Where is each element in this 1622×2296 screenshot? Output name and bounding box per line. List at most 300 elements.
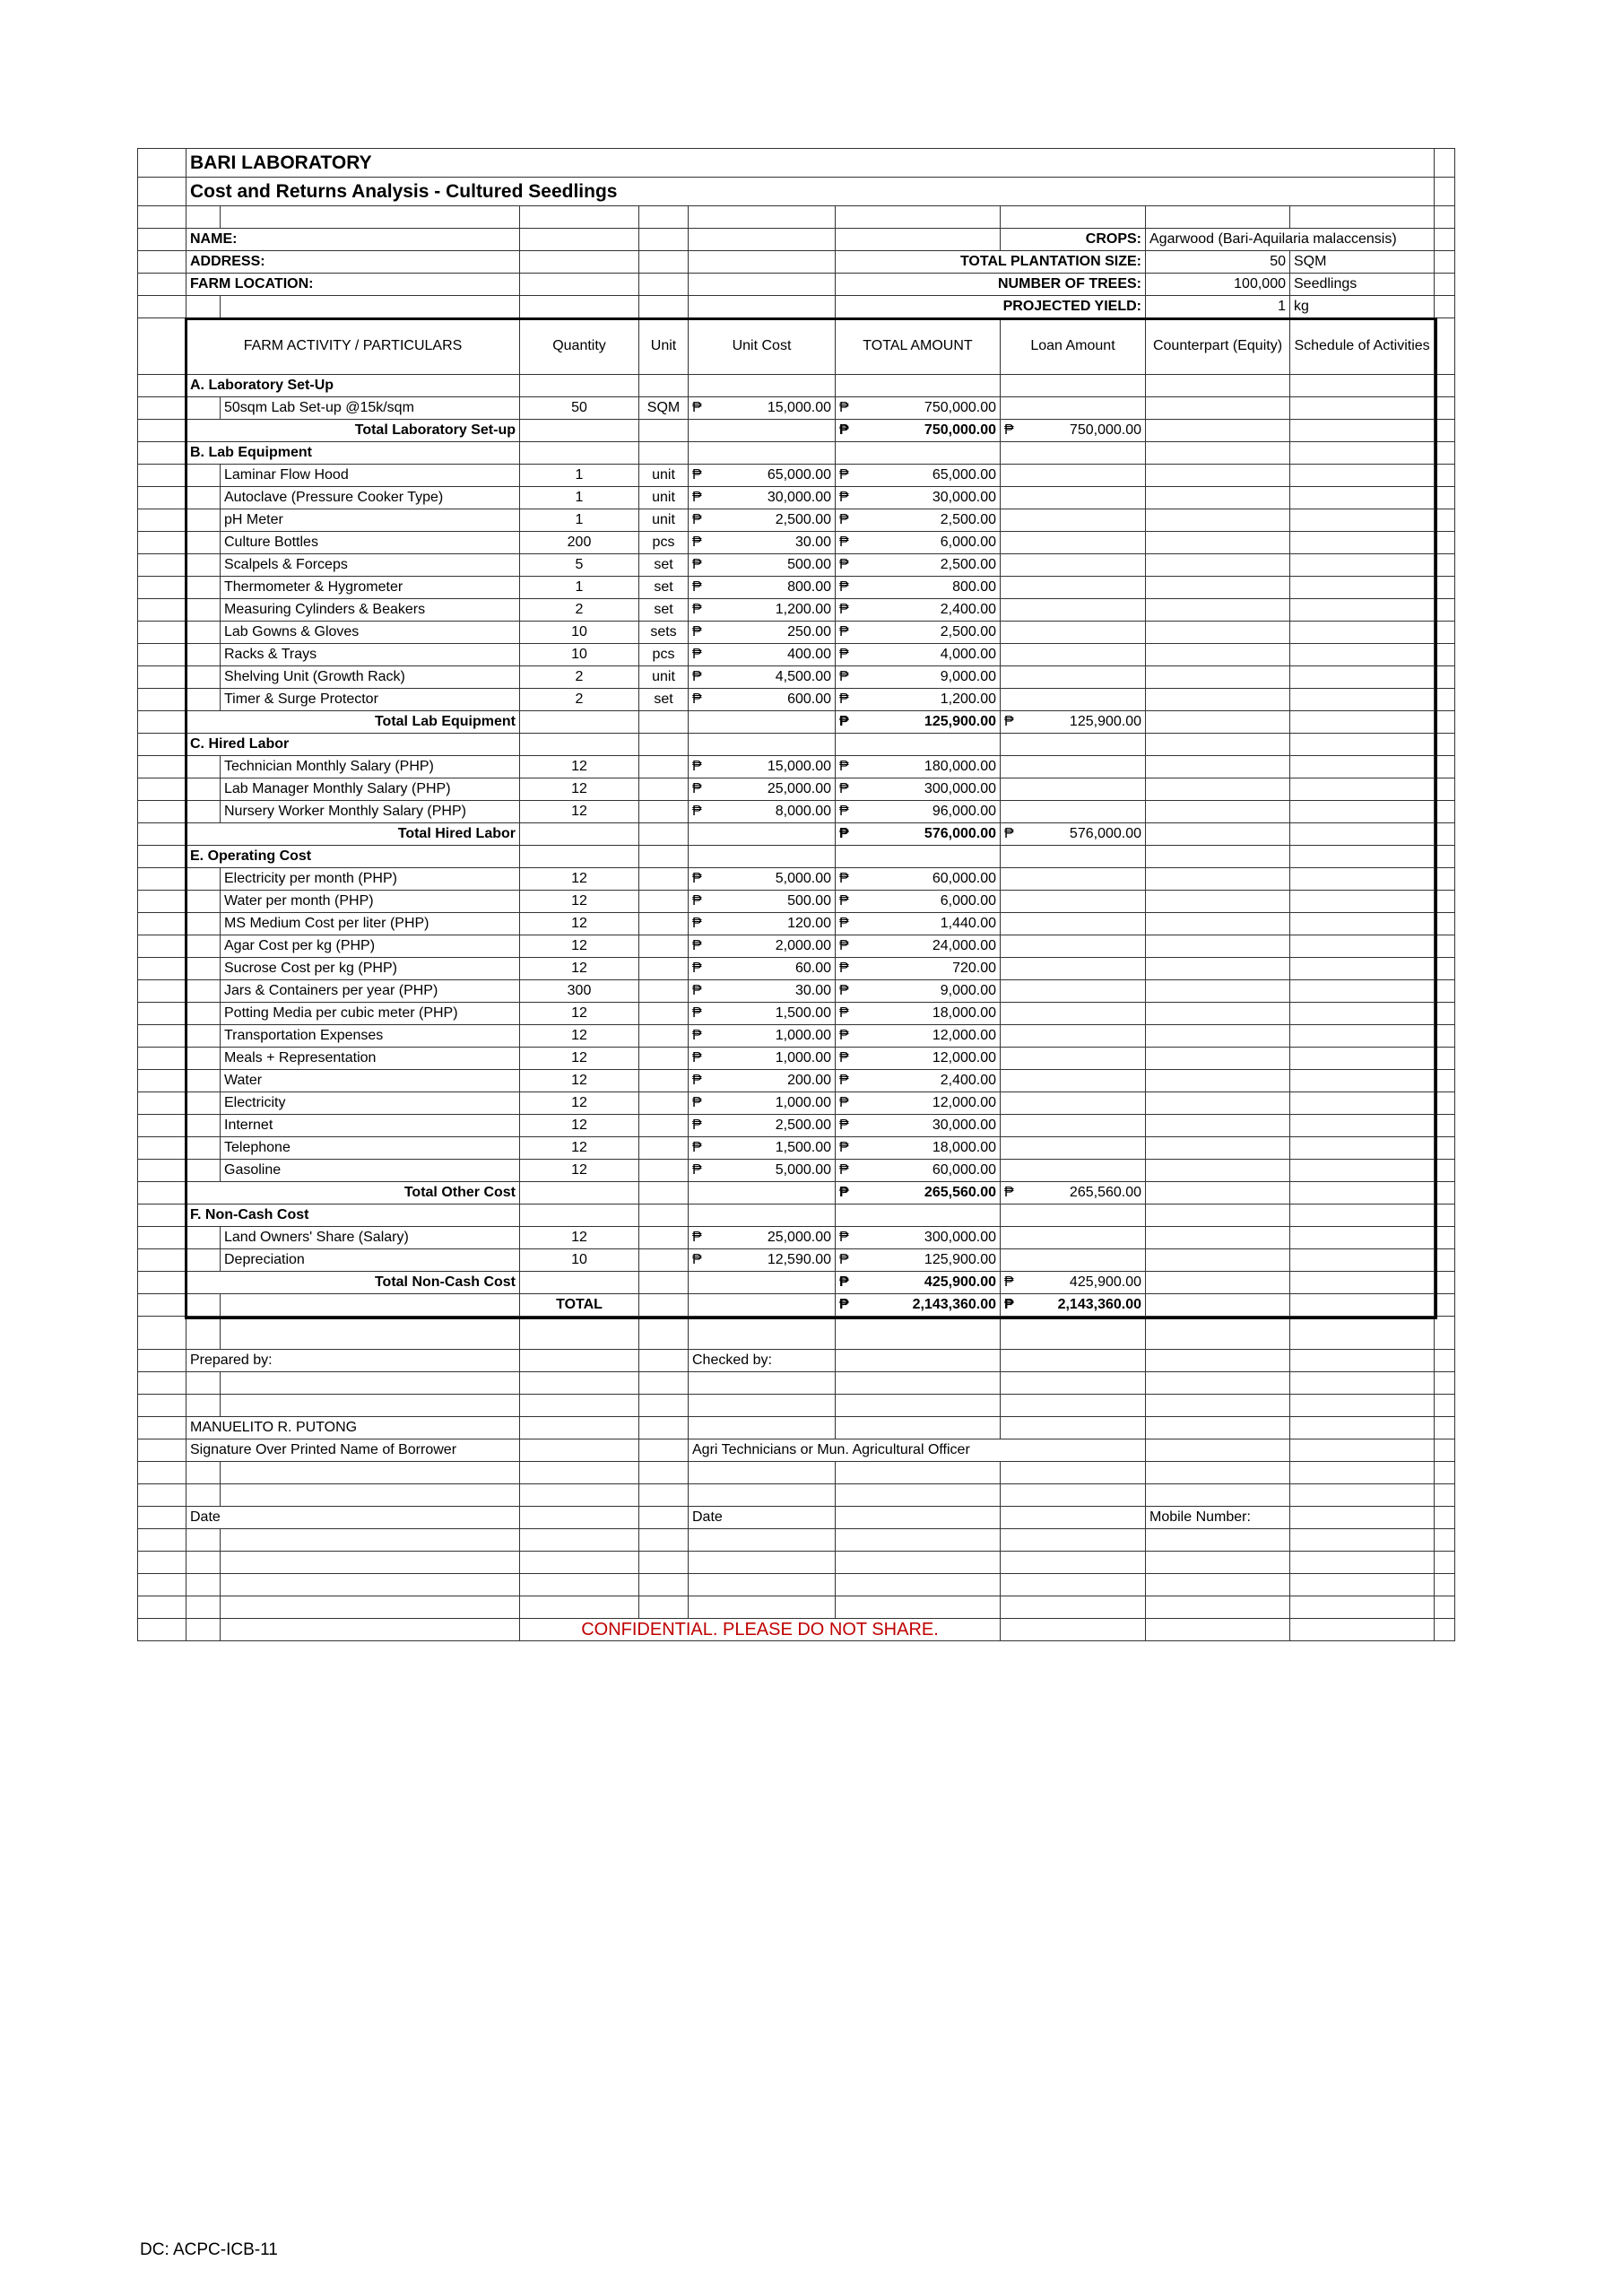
cell — [1290, 958, 1435, 980]
cell — [1146, 756, 1290, 778]
cell — [1435, 801, 1455, 823]
item-total-value: 1,440.00 — [940, 916, 996, 931]
cell — [639, 1182, 689, 1205]
cell — [520, 251, 639, 274]
cell — [689, 1552, 836, 1574]
cell — [1435, 711, 1455, 734]
peso-sign: ₱ — [692, 1162, 702, 1178]
cell — [138, 1417, 186, 1439]
item-unit-cost-value: 1,500.00 — [775, 1005, 831, 1021]
cell — [520, 1529, 639, 1552]
item-quantity: 12 — [520, 1160, 639, 1182]
cell — [1001, 644, 1146, 666]
cell — [186, 509, 221, 532]
cell — [1290, 1529, 1435, 1552]
item-unit-cost-value: 600.00 — [787, 691, 831, 707]
item-label: Sucrose Cost per kg (PHP) — [221, 958, 520, 980]
item-total-value: 30,000.00 — [932, 490, 996, 505]
item-unit — [639, 1003, 689, 1025]
cell — [186, 778, 221, 801]
item-total-value: 60,000.00 — [932, 1162, 996, 1178]
cell — [1290, 756, 1435, 778]
cell — [1146, 397, 1290, 420]
subtotal-loan — [1001, 1182, 1146, 1205]
item-unit-cost-value: 30,000.00 — [767, 490, 831, 505]
sheet-row — [138, 778, 1455, 801]
cell — [689, 375, 836, 397]
sheet-row — [138, 1395, 1455, 1417]
peso-sign: ₱ — [839, 467, 849, 483]
cell — [221, 1395, 520, 1417]
cell — [1290, 622, 1435, 644]
item-total — [836, 689, 1001, 711]
cell — [1290, 823, 1435, 846]
item-unit — [639, 1249, 689, 1272]
cell — [186, 1025, 221, 1048]
item-label: Timer & Surge Protector — [221, 689, 520, 711]
peso-sign: ₱ — [839, 1073, 849, 1088]
cell — [689, 823, 836, 846]
cell — [1146, 465, 1290, 487]
cell — [689, 206, 836, 229]
cell — [1290, 1439, 1435, 1462]
cell — [1290, 397, 1435, 420]
item-unit — [639, 1115, 689, 1137]
cell — [1435, 1350, 1455, 1372]
cell — [639, 206, 689, 229]
cell — [186, 1317, 221, 1350]
cell — [689, 296, 836, 318]
item-label: Agar Cost per kg (PHP) — [221, 935, 520, 958]
plantation-size-value: 50 — [1146, 251, 1290, 274]
subtotal-amount — [836, 1182, 1001, 1205]
cell — [1435, 206, 1455, 229]
cell — [639, 1205, 689, 1227]
cell — [138, 1574, 186, 1596]
item-unit-cost-value: 120.00 — [787, 916, 831, 931]
cell — [1146, 1025, 1290, 1048]
subtotal-amount-value: 125,900.00 — [924, 714, 996, 729]
cell — [689, 1205, 836, 1227]
item-unit-cost-value: 500.00 — [787, 557, 831, 572]
item-label: Transportation Expenses — [221, 1025, 520, 1048]
peso-sign: ₱ — [692, 512, 702, 527]
cell — [1435, 644, 1455, 666]
cell — [1001, 801, 1146, 823]
item-total-value: 2,400.00 — [940, 602, 996, 617]
cell — [689, 251, 836, 274]
cell — [1290, 1003, 1435, 1025]
cell — [1001, 1048, 1146, 1070]
subtotal-amount-value: 576,000.00 — [924, 826, 996, 841]
item-unit-cost-value: 2,500.00 — [775, 512, 831, 527]
cell — [138, 420, 186, 442]
item-quantity: 12 — [520, 1025, 639, 1048]
item-total-value: 750,000.00 — [924, 400, 996, 415]
item-quantity: 12 — [520, 1137, 639, 1160]
item-total — [836, 1249, 1001, 1272]
cell — [1435, 1115, 1455, 1137]
peso-sign: ₱ — [692, 400, 702, 415]
peso-sign: ₱ — [839, 804, 849, 819]
item-label: Potting Media per cubic meter (PHP) — [221, 1003, 520, 1025]
peso-sign: ₱ — [692, 983, 702, 998]
cell — [689, 229, 836, 251]
cell — [1290, 1205, 1435, 1227]
cell — [221, 1462, 520, 1484]
peso-sign: ₱ — [692, 961, 702, 976]
cell — [689, 1417, 836, 1439]
peso-sign: ₱ — [692, 602, 702, 617]
cell — [1435, 1249, 1455, 1272]
item-unit-cost — [689, 554, 836, 577]
cell — [221, 1574, 520, 1596]
sheet-row — [138, 935, 1455, 958]
cell — [138, 1115, 186, 1137]
item-unit-cost — [689, 599, 836, 622]
yield-unit: kg — [1290, 296, 1435, 318]
cell — [1290, 1596, 1435, 1619]
item-quantity: 12 — [520, 935, 639, 958]
cell — [1435, 622, 1455, 644]
item-total — [836, 487, 1001, 509]
peso-sign: ₱ — [1004, 1297, 1014, 1312]
cell — [221, 1484, 520, 1507]
cell — [1290, 1417, 1435, 1439]
cell — [1290, 689, 1435, 711]
cell — [836, 442, 1001, 465]
item-unit — [639, 1048, 689, 1070]
cell — [186, 622, 221, 644]
cell — [138, 778, 186, 801]
cell — [1001, 1317, 1146, 1350]
item-unit — [639, 935, 689, 958]
item-label: pH Meter — [221, 509, 520, 532]
item-unit-cost-value: 500.00 — [787, 893, 831, 909]
cell — [186, 1160, 221, 1182]
cell — [520, 1317, 639, 1350]
item-unit-cost — [689, 1092, 836, 1115]
cell — [186, 980, 221, 1003]
cell — [1001, 891, 1146, 913]
peso-sign: ₱ — [839, 1005, 849, 1021]
cell — [138, 599, 186, 622]
item-total-value: 9,000.00 — [940, 983, 996, 998]
item-total — [836, 509, 1001, 532]
cell — [1290, 1070, 1435, 1092]
cell — [1001, 1070, 1146, 1092]
item-unit-cost-value: 2,500.00 — [775, 1118, 831, 1133]
cell — [186, 935, 221, 958]
cell — [1290, 420, 1435, 442]
cell — [836, 1484, 1001, 1507]
cell — [1435, 1137, 1455, 1160]
cell — [689, 1372, 836, 1395]
item-quantity: 2 — [520, 689, 639, 711]
cell — [1146, 666, 1290, 689]
item-unit-cost — [689, 1137, 836, 1160]
cell — [1290, 1160, 1435, 1182]
cell — [138, 1092, 186, 1115]
cell — [138, 1070, 186, 1092]
cell — [138, 958, 186, 980]
cell — [1290, 644, 1435, 666]
item-total — [836, 1160, 1001, 1182]
item-quantity: 200 — [520, 532, 639, 554]
cell — [1001, 868, 1146, 891]
cell — [1001, 577, 1146, 599]
cell — [1435, 666, 1455, 689]
cell — [836, 1596, 1001, 1619]
cell — [639, 1372, 689, 1395]
cell — [138, 1439, 186, 1462]
cell — [1146, 823, 1290, 846]
cell — [689, 442, 836, 465]
item-quantity: 12 — [520, 868, 639, 891]
sheet-row — [138, 1372, 1455, 1395]
peso-sign: ₱ — [839, 579, 849, 595]
cell — [520, 1350, 639, 1372]
cell — [138, 274, 186, 296]
cell — [138, 980, 186, 1003]
trees-value: 100,000 — [1146, 274, 1290, 296]
cell — [639, 229, 689, 251]
cell — [689, 1182, 836, 1205]
sheet-row — [138, 397, 1455, 420]
cell — [186, 1115, 221, 1137]
cell — [1435, 487, 1455, 509]
item-label: Culture Bottles — [221, 532, 520, 554]
item-total-value: 720.00 — [952, 961, 996, 976]
item-total — [836, 622, 1001, 644]
cell — [1146, 891, 1290, 913]
sheet-row — [138, 442, 1455, 465]
item-total-value: 180,000.00 — [924, 759, 996, 774]
peso-sign: ₱ — [692, 624, 702, 639]
item-total-value: 800.00 — [952, 579, 996, 595]
cell — [520, 823, 639, 846]
cell — [1290, 1552, 1435, 1574]
cell — [1435, 1160, 1455, 1182]
item-total-value: 18,000.00 — [932, 1140, 996, 1155]
cell — [689, 846, 836, 868]
peso-sign: ₱ — [839, 1118, 849, 1133]
item-unit — [639, 1137, 689, 1160]
peso-sign: ₱ — [839, 624, 849, 639]
item-total — [836, 913, 1001, 935]
item-total — [836, 801, 1001, 823]
item-quantity: 12 — [520, 1003, 639, 1025]
subtotal-amount-value: 750,000.00 — [924, 422, 996, 438]
sheet-row — [138, 622, 1455, 644]
cell — [689, 1272, 836, 1294]
sheet-row — [138, 1048, 1455, 1070]
item-quantity: 12 — [520, 1227, 639, 1249]
sheet-row — [138, 1619, 1455, 1641]
cell — [1290, 442, 1435, 465]
cell — [1435, 577, 1455, 599]
cell — [1146, 778, 1290, 801]
cell — [1146, 1317, 1290, 1350]
subtotal-amount-value: 425,900.00 — [924, 1274, 996, 1290]
cell — [1435, 229, 1455, 251]
item-unit-cost-value: 400.00 — [787, 647, 831, 662]
peso-sign: ₱ — [692, 1005, 702, 1021]
item-total — [836, 756, 1001, 778]
peso-sign: ₱ — [692, 1118, 702, 1133]
cell — [1001, 846, 1146, 868]
peso-sign: ₱ — [839, 669, 849, 684]
cell — [1146, 689, 1290, 711]
cell — [689, 1574, 836, 1596]
cell — [1435, 1552, 1455, 1574]
cell — [138, 509, 186, 532]
cell — [1146, 846, 1290, 868]
plantation-size-label: TOTAL PLANTATION SIZE: — [836, 251, 1146, 274]
sheet-row — [138, 868, 1455, 891]
item-total-value: 125,900.00 — [924, 1252, 996, 1267]
cell — [520, 846, 639, 868]
cell — [1146, 801, 1290, 823]
cell — [1001, 554, 1146, 577]
sheet-row — [138, 1529, 1455, 1552]
cell — [1435, 509, 1455, 532]
cell — [1146, 420, 1290, 442]
cell — [689, 734, 836, 756]
cell — [1290, 935, 1435, 958]
subtotal-amount — [836, 1272, 1001, 1294]
item-label: Scalpels & Forceps — [221, 554, 520, 577]
cell — [1146, 1350, 1290, 1372]
item-total — [836, 1137, 1001, 1160]
cell — [1001, 442, 1146, 465]
sheet-row — [138, 801, 1455, 823]
cell — [1001, 599, 1146, 622]
cell — [639, 1484, 689, 1507]
cell — [138, 206, 186, 229]
item-label: Water per month (PHP) — [221, 891, 520, 913]
subtotal-loan — [1001, 711, 1146, 734]
cell — [1146, 1227, 1290, 1249]
cell — [836, 375, 1001, 397]
sheet-title: BARI LABORATORY — [186, 149, 1435, 178]
cell — [1435, 1596, 1455, 1619]
cell — [186, 487, 221, 509]
grand-total-loan — [1001, 1294, 1146, 1317]
sheet-row — [138, 1552, 1455, 1574]
crops-label: CROPS: — [1001, 229, 1146, 251]
item-quantity: 12 — [520, 1070, 639, 1092]
item-unit: unit — [639, 465, 689, 487]
cell — [1146, 980, 1290, 1003]
subtotal-label: Total Non-Cash Cost — [186, 1272, 520, 1294]
peso-sign: ₱ — [839, 1297, 849, 1312]
peso-sign: ₱ — [839, 422, 849, 438]
cell — [1435, 778, 1455, 801]
cell — [639, 274, 689, 296]
item-unit — [639, 1025, 689, 1048]
item-unit-cost — [689, 1160, 836, 1182]
sheet-row — [138, 149, 1455, 178]
cell — [1001, 1372, 1146, 1395]
cell — [138, 1182, 186, 1205]
col-header-total: TOTAL AMOUNT — [836, 318, 1001, 375]
cell — [186, 1137, 221, 1160]
officer-caption: Agri Technicians or Mun. Agricultural Officer — [689, 1439, 1146, 1462]
item-unit-cost — [689, 622, 836, 644]
cell — [1001, 1115, 1146, 1137]
cell — [1146, 1137, 1290, 1160]
cell — [1290, 1372, 1435, 1395]
cell — [1001, 1619, 1146, 1641]
item-label: Meals + Representation — [221, 1048, 520, 1070]
cell — [1435, 891, 1455, 913]
cell — [1290, 465, 1435, 487]
item-total-value: 65,000.00 — [932, 467, 996, 483]
cell — [138, 1619, 186, 1641]
item-total-value: 30,000.00 — [932, 1118, 996, 1133]
cell — [836, 734, 1001, 756]
cell — [138, 1227, 186, 1249]
cell — [138, 375, 186, 397]
yield-label: PROJECTED YIELD: — [836, 296, 1146, 318]
cell — [221, 1372, 520, 1395]
subtotal-amount — [836, 823, 1001, 846]
cell — [1001, 1552, 1146, 1574]
peso-sign: ₱ — [839, 400, 849, 415]
cell — [520, 1574, 639, 1596]
cell — [1146, 1529, 1290, 1552]
cell — [639, 375, 689, 397]
item-label: Land Owners' Share (Salary) — [221, 1227, 520, 1249]
item-total-value: 1,200.00 — [940, 691, 996, 707]
sheet-row — [138, 1092, 1455, 1115]
item-total — [836, 1025, 1001, 1048]
cell — [639, 1395, 689, 1417]
item-unit-cost-value: 800.00 — [787, 579, 831, 595]
cell — [1146, 375, 1290, 397]
cell — [1146, 1160, 1290, 1182]
item-total-value: 12,000.00 — [932, 1050, 996, 1065]
cell — [138, 397, 186, 420]
cell — [1001, 1395, 1146, 1417]
cost-returns-sheet — [137, 148, 1455, 1641]
peso-sign: ₱ — [839, 557, 849, 572]
item-unit-cost — [689, 487, 836, 509]
cell — [1146, 734, 1290, 756]
cell — [1146, 554, 1290, 577]
item-total — [836, 1003, 1001, 1025]
peso-sign: ₱ — [692, 871, 702, 886]
item-unit-cost — [689, 778, 836, 801]
peso-sign: ₱ — [692, 1140, 702, 1155]
peso-sign: ₱ — [839, 1050, 849, 1065]
cell — [520, 420, 639, 442]
sheet-row — [138, 846, 1455, 868]
item-total-value: 2,500.00 — [940, 624, 996, 639]
cell — [1146, 1395, 1290, 1417]
sheet-row — [138, 1484, 1455, 1507]
item-unit-cost — [689, 958, 836, 980]
cell — [1290, 1395, 1435, 1417]
sheet-row — [138, 1227, 1455, 1249]
cell — [1290, 375, 1435, 397]
peso-sign: ₱ — [692, 490, 702, 505]
peso-sign: ₱ — [839, 826, 849, 841]
cell — [1146, 1003, 1290, 1025]
cell — [186, 554, 221, 577]
cell — [221, 1529, 520, 1552]
